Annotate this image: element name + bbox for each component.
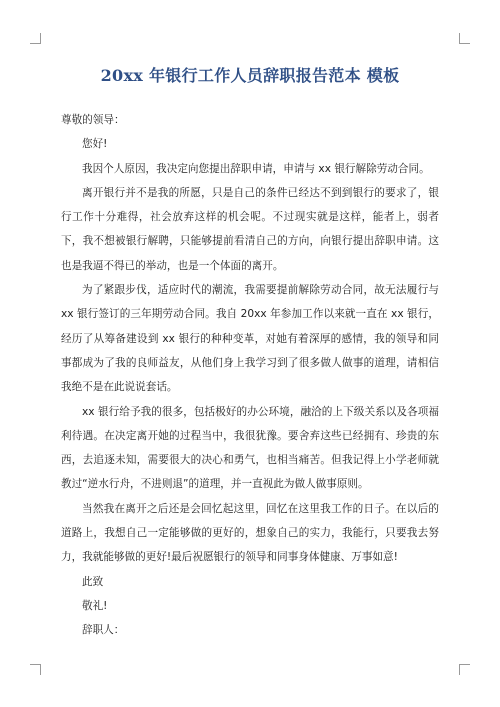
closing-line-1: 此致 [82,575,104,588]
crop-mark-top-right [459,33,470,44]
crop-mark-bottom-right [459,664,470,675]
paragraph-3: 为了紧跟步伐，适应时代的潮流，我需要提前解除劳动合同，故无法履行与 xx 银行签订的三年期劳动合同。我自 20xx 年参加工作以来就一直在 xx 银行，经历了从筹备建设到 xx 银行的种种变革，对她有着深厚的感情，我的领导和同事都成为了我的良师益友，从他们身上我学习到了很多做人做事的道理，请相信我绝不是在此说说套话。 [61,284,439,394]
salutation: 尊敬的领导： [61,114,125,126]
document-title: 20xx 年银行工作人员辞职报告范本 模板 [100,66,400,85]
document-body [61,108,439,643]
signature-line: 辞职人： [82,624,125,637]
paragraph-5: 当然我在离开之后还是会回忆起这里，回忆在这里我工作的日子。在以后的道路上，我想自己一定能够做的更好的，想象自己的实力，我能行，只要我去努力，我就能够做的更好!最后祝愿银行的领导和同事身体健康、万事如意! [61,502,439,564]
paragraph-1: 我因个人原因，我决定向您提出辞职申请，申请与 xx 银行解除劳动合同。 [82,162,430,175]
crop-mark-bottom-left [30,664,41,675]
paragraph-2: 离开银行并不是我的所愿，只是自己的条件已经达不到到银行的要求了，银行工作十分难得，社会放弃这样的机会呢。不过现实就是这样，能者上，弱者下，我不想被银行解聘，只能够提前看清自己的方向，向银行提出辞职申请。这也是我逼不得已的举动，也是一个体面的离开。 [61,186,439,272]
closing-line-2: 敬礼! [82,599,108,612]
greeting: 您好! [82,138,108,151]
paragraph-4: xx 银行给予我的很多，包括极好的办公环境，融洽的上下级关系以及各项福利待遇。在决定离开她的过程当中，我很犹豫。要舍弃这些已经拥有、珍贵的东西，去追逐未知，需要很大的决心和勇气，也相当痛苦。但我记得上小学老师就教过“逆水行舟，不进则退”的道理，并一直视此为做人做事原则。 [61,405,439,491]
crop-mark-top-left [30,33,41,44]
